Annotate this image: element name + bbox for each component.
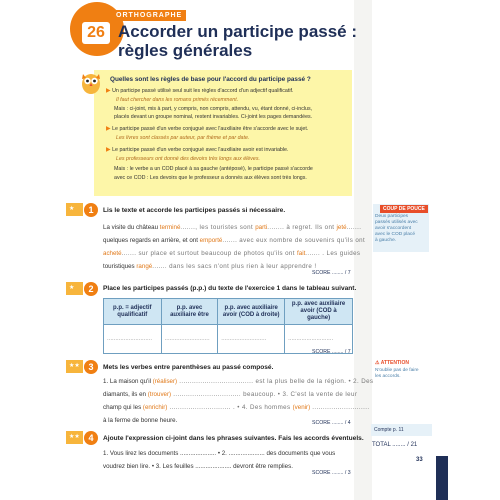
exercise-number: 2 (84, 282, 98, 296)
level-stars: ★★ (66, 360, 83, 373)
coup-de-pouce-text: avoir s'accordent (375, 226, 412, 231)
arrow-icon: ▶ (106, 88, 111, 94)
coup-de-pouce-text: Deux participes (375, 214, 409, 219)
exercise3-text-line: 1. La maison qu'il (réaliser) ................................... est la plus belle de la région. • 2. Des (103, 378, 374, 385)
exercise3-score[interactable]: SCORE ........ / 4 (312, 420, 351, 426)
rule-line: ▶ Un participe passé utilisé seul suit les règles d'accord d'un adjectif qualificatif. (106, 88, 294, 94)
exercise4-score[interactable]: SCORE ........ / 3 (312, 470, 351, 476)
table-cell[interactable]: ........................... (285, 325, 353, 354)
arrow-icon: ▶ (106, 126, 111, 132)
exercise1-text-line: acheté....... sur place et surtout beaucoup de photos qu'ils ont fait....... . Les guides (103, 250, 361, 257)
coup-de-pouce-text: avec le COD placé (375, 232, 415, 237)
coup-de-pouce-text: à gauche. (375, 238, 397, 243)
participle-table (103, 298, 353, 354)
exercise2-score[interactable]: SCORE ........ / 7 (312, 349, 351, 355)
coup-de-pouce-text: passés utilisés avec (375, 220, 418, 225)
level-stars: ★ (66, 203, 83, 216)
attention-text: les accords. (375, 374, 401, 379)
rule-line: ▶ Le participe passé d'un verbe conjugué avec l'auxiliaire être s'accorde avec le sujet. (106, 126, 309, 132)
rule-line: ▶ Le participe passé d'un verbe conjugué avec l'auxiliaire avoir est invariable. (106, 147, 289, 153)
rule-line: Mais : le verbe a un COD placé à sa gauche (antéposé), le participe passé s'accorde (114, 166, 313, 172)
coup-de-pouce-label: COUP DE POUCE (380, 205, 428, 213)
table-header: p.p. avec auxiliaire avoir (COD à droite) (218, 299, 285, 325)
compte-link[interactable]: Compte p. 11 (371, 424, 432, 436)
total-score[interactable]: TOTAL ........ / 21 (372, 442, 418, 448)
table-cell[interactable]: ........................... (218, 325, 285, 354)
table-cell[interactable]: ........................... (161, 325, 218, 354)
exercise3-text-line: diamants, ils en (trouver) ................................ beaucoup. • 3. C'est la vente de leur (103, 391, 358, 398)
attention-text: N'oublie pas de faire (375, 368, 419, 373)
rule-question: Quelles sont les règles de base pour l'accord du participe passé ? (110, 76, 311, 83)
exercise4-text-line: 1. Vous lirez les documents ..................... • 2. ..................... des documents que vous (103, 450, 336, 457)
exercise2-instruction: Place les participes passés (p.p.) du texte de l'exercice 1 dans le tableau suivant. (103, 285, 357, 292)
rule-example: Les livres sont classés par auteur, par thème et par date. (116, 135, 250, 141)
rule-line: placés devant un groupe nominal, restent invariables. Ci-joint les pages demandées. (114, 114, 313, 120)
exercise4-instruction: Ajoute l'expression ci-joint dans les phrases suivantes. Fais les accords éventuels. (103, 435, 364, 442)
lesson-number: 26 (82, 22, 110, 44)
rule-line: Mais : ci-joint, mis à part, y compris, non compris, attendu, vu, étant donné, ci-inclus, (114, 106, 313, 112)
attention-label: ⚠ ATTENTION (375, 360, 409, 366)
rule-line: avec ce COD : Les devoirs que le professeur a donnés aux élèves sont très longs. (114, 175, 307, 181)
arrow-icon: ▶ (106, 147, 111, 153)
page-title-line2: règles générales (118, 41, 253, 60)
exercise3-text-line: champ qui les (enrichir) ............................. . • 4. Des hommes (venir) ........................... (103, 404, 370, 411)
exercise3-instruction: Mets les verbes entre parenthèses au passé composé. (103, 364, 274, 371)
exercise1-instruction: Lis le texte et accorde les participes passés si nécessaire. (103, 207, 286, 214)
rule-example: Il faut chercher dans les romans primés récemment. (116, 97, 239, 103)
table-header: p.p. avec auxiliaire être (161, 299, 218, 325)
table-header: p.p. avec auxiliaire avoir (COD à gauche) (285, 299, 353, 325)
exercise3-text-line: à la ferme de bonne heure. (103, 417, 178, 424)
exercise1-text-line: quelques regards en arrière, et ont emporté....... avec eux nombre de souvenirs qu'ils ont (103, 237, 366, 244)
exercise4-text-line: voudrez bien lire. • 3. Les feuilles ..................... devront être remplies. (103, 463, 293, 470)
page-tab (436, 456, 448, 500)
exercise1-score[interactable]: SCORE ........ / 7 (312, 270, 351, 276)
exercise1-text-line: La visite du château terminé......., les touristes sont parti........ à regret. Ils ont jeté....... (103, 224, 362, 231)
rule-example: Les professeurs ont donné des devoirs très longs aux élèves. (116, 156, 260, 162)
exercise1-text-line: touristiques rangé....... dans les sacs n'ont plus rien à leur apprendre ! (103, 263, 317, 270)
category-label: ORTHOGRAPHE (112, 10, 186, 21)
owl-icon (80, 68, 102, 94)
page-number: 33 (416, 457, 423, 463)
exercise-number: 4 (84, 431, 98, 445)
level-stars: ★★ (66, 431, 83, 444)
table-cell[interactable]: ........................... (104, 325, 162, 354)
level-stars: ★ (66, 282, 83, 295)
page-title-line1: Accorder un participe passé : (118, 22, 358, 41)
exercise-number: 3 (84, 360, 98, 374)
warning-icon: ⚠ (375, 360, 380, 366)
exercise-number: 1 (84, 203, 98, 217)
table-header: p.p. = adjectif qualificatif (104, 299, 162, 325)
